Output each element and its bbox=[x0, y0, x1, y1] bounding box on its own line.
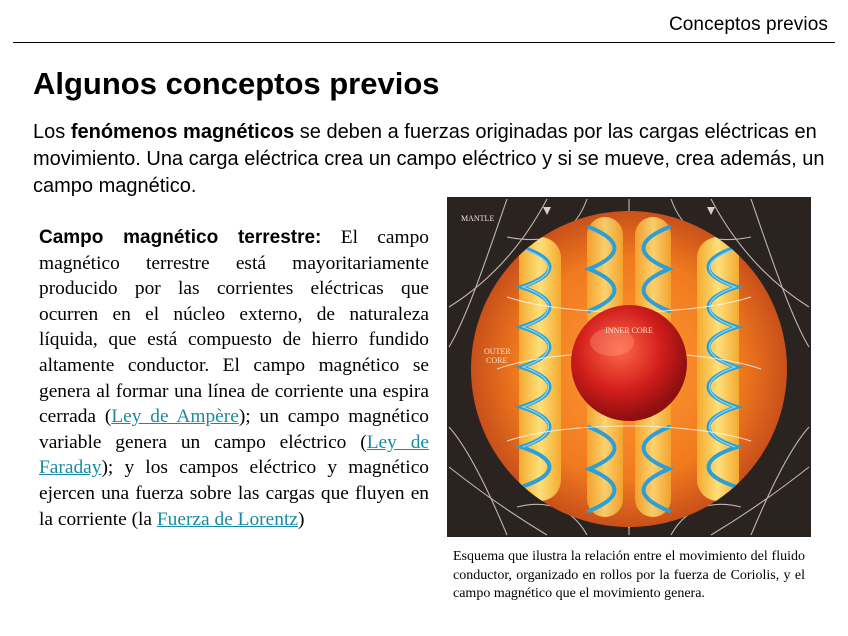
inner-core bbox=[571, 305, 687, 421]
label-core: CORE bbox=[486, 356, 508, 365]
body-text-4: ) bbox=[297, 508, 305, 530]
intro-text-after: se deben a fuerzas originadas por las cargas eléctricas en movimiento. Una carga eléctrica crea un campo eléctrico y si se mueve, crea además, un campo magnético. bbox=[33, 121, 825, 197]
body-text-1: El campo magnético terrestre está mayoritariamente producido por las corrientes eléctricas que ocurren en el núcleo externo, de naturaleza líquida, que está compuesto de hierro fundido altamente conductor. El campo magnético se genera al formar una línea de corriente una espira cerrada ( bbox=[39, 227, 429, 428]
body-paragraph bbox=[39, 225, 429, 532]
link-ley-faraday[interactable]: Ley de Faraday bbox=[39, 431, 429, 479]
intro-bold-term: fenómenos magnéticos bbox=[70, 121, 295, 143]
label-mantle: MANTLE bbox=[461, 214, 495, 223]
label-outer: OUTER bbox=[484, 347, 511, 356]
body-lead: Campo magnético terrestre: bbox=[39, 227, 322, 248]
header-section-title: Conceptos previos bbox=[668, 14, 828, 35]
body-text-3: ); y los campos eléctrico y magnético ejercen una fuerza sobre las cargas que fluyen en la corriente (la bbox=[39, 457, 429, 530]
label-inner-core: INNER CORE bbox=[605, 326, 653, 335]
intro-paragraph bbox=[33, 119, 835, 200]
link-ley-ampere[interactable]: Ley de Ampère bbox=[111, 406, 239, 428]
link-fuerza-lorentz[interactable]: Fuerza de Lorentz bbox=[156, 508, 298, 530]
earth-core-diagram bbox=[447, 197, 811, 537]
header-divider bbox=[13, 42, 835, 43]
earth-core-figure bbox=[447, 197, 811, 537]
body-text-2: ); un campo magnético variable genera un campo eléctrico ( bbox=[39, 406, 430, 453]
page-title: Algunos conceptos previos bbox=[33, 66, 440, 101]
figure-caption: Esquema que ilustra la relación entre el movimiento del fluido conductor, organizado en rollos por la fuerza de Coriolis, y el campo magnético que el movimiento genera. bbox=[453, 549, 805, 601]
intro-text-before: Los bbox=[33, 121, 71, 143]
